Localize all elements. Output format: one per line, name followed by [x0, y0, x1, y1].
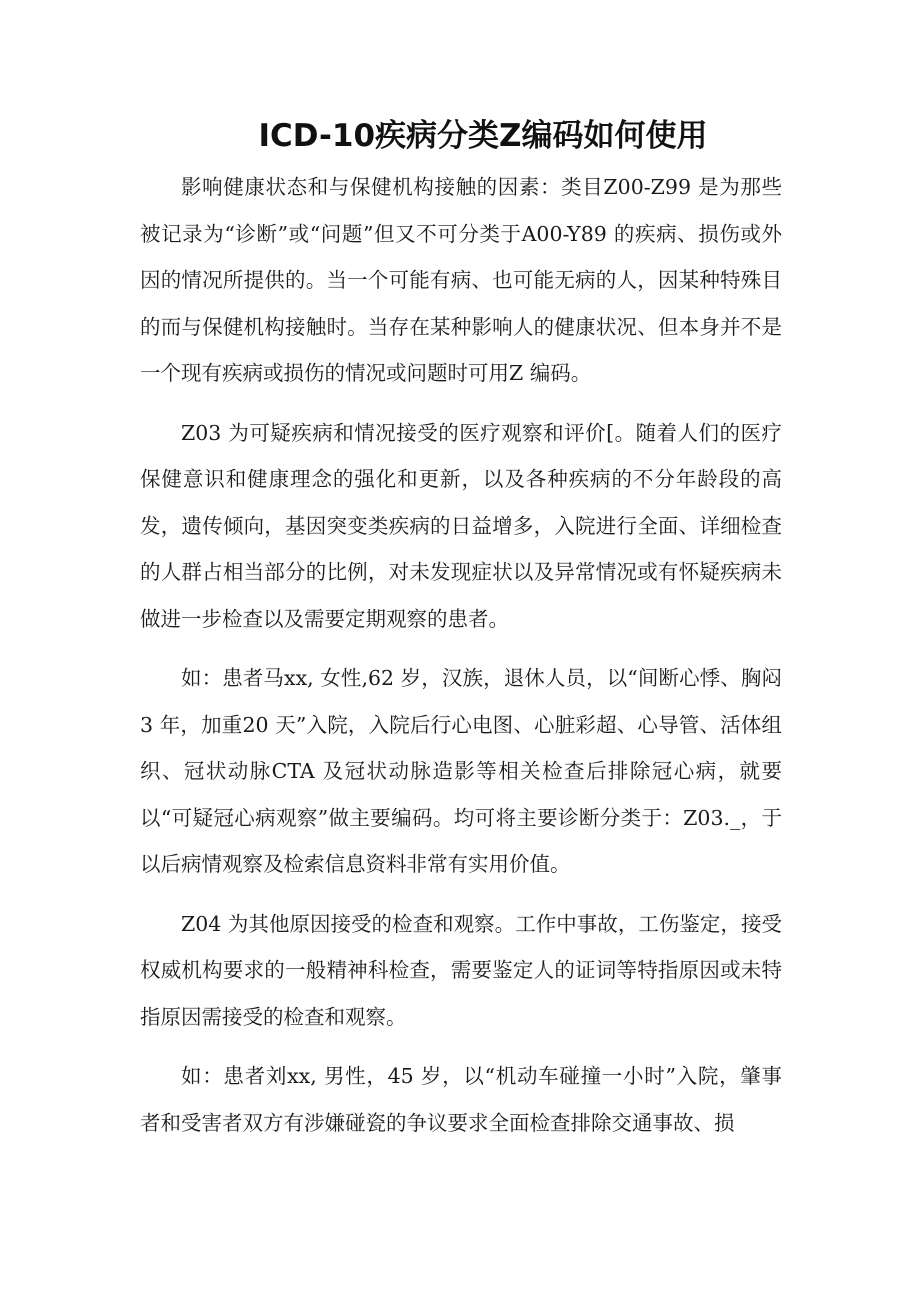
paragraph-intro: 影响健康状态和与保健机构接触的因素：类目Z00-Z99 是为那些被记录为“诊断”或“问题”但又不可分类于A00-Y89 的疾病、损伤或外因的情况所提供的。当一个可能有病、也可能无病的人，因某种特殊目的而与保健机构接触时。当存在某种影响人的健康状况、但本身并不是一个现有疾病或损伤的情况或问题时可用Z 编码。 — [140, 175, 782, 385]
paragraph-example-2: 如：患者刘xx, 男性，45 岁，以“机动车碰撞一小时”入院，肇事者和受害者双方有涉嫌碰瓷的争议要求全面检查排除交通事故、损 — [140, 1064, 782, 1135]
paragraph-z03: Z03 为可疑疾病和情况接受的医疗观察和评价[。随着人们的医疗保健意识和健康理念的强化和更新，以及各种疾病的不分年龄段的高发，遗传倾向，基因突变类疾病的日益增多，入院进行全面、详细检查的人群占相当部分的比例，对未发现症状以及异常情况或有怀疑疾病未做进一步检查以及需要定期观察的患者。 — [140, 420, 782, 631]
paragraph-example-1: 如：患者马xx, 女性,62 岁，汉族，退休人员，以“间断心悸、胸闷3 年，加重20 天”入院，入院后行心电图、心脏彩超、心导管、活体组织、冠状动脉CTA 及冠状动脉造影等相关检查后排除冠心病，就要以“可疑冠心病观察”做主要编码。均可将主要诊断分类于：Z03._，于以后病情观察及检索信息资料非常有实用价值。 — [140, 666, 782, 876]
document-body — [140, 164, 782, 1159]
document-title: ICD-10疾病分类Z编码如何使用 — [258, 118, 708, 154]
paragraph-z04: Z04 为其他原因接受的检查和观察。工作中事故，工伤鉴定，接受权威机构要求的一般精神科检查，需要鉴定人的证词等特指原因或未特指原因需接受的检查和观察。 — [140, 911, 782, 1029]
